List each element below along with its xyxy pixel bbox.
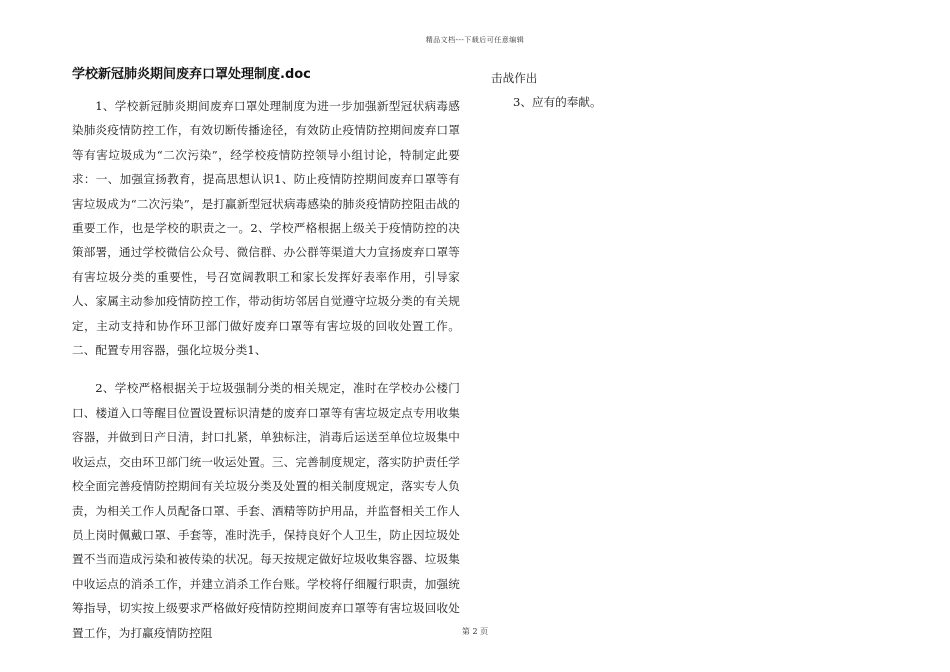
left-column [72,66,460,645]
body-paragraph-1: 1、学校新冠肺炎期间废弃口罩处理制度为进一步加强新型冠状病毒感染肺炎疫情防控工作，有效切断传播途径，有效防止疫情防控期间废弃口罩等有害垃圾成为“二次污染”，经学校疫情防控领导小组讨论，特制定此要求：一、加强宣扬教育，提高思想认识1、防止疫情防控期间废弃口罩等有害垃圾成为“二次污染”，是打赢新型冠状病毒感染的肺炎疫情防控阻击战的重要工作，也是学校的职责之一。2、学校严格根据上级关于疫情防控的决策部署，通过学校微信公众号、微信群、办公群等渠道大力宣扬废弃口罩等有害垃圾分类的重要性，号召宽阔教职工和家长发挥好表率作用，引导家人、家属主动参加疫情防控工作，带动街坊邻居自觉遵守垃圾分类的有关规定，主动支持和协作环卫部门做好废弃口罩等有害垃圾的回收处置工作。二、配置专用容器，强化垃圾分类1、 [72,99,460,358]
right-column-line-1: 击战作出 [491,71,538,85]
document-title: 学校新冠肺炎期间废弃口罩处理制度.doc [72,67,311,82]
right-column-line-2: 3、应有的奉献。 [513,95,602,109]
page-number: 第 2 页 [461,627,489,636]
right-column [491,66,691,114]
page-header: 精品文档---下载后可任意编辑 [425,36,525,44]
body-paragraph-2: 2、学校严格根据关于垃圾强制分类的相关规定，准时在学校办公楼门口、楼道入口等醒目位置设置标识清楚的废弃口罩等有害垃圾定点专用收集容器，并做到日产日清，封口扎紧，单独标注，消毒后运送至单位垃圾集中收运点，交由环卫部门统一收运处置。三、完善制度规定，落实防护责任学校全面完善疫情防控期间有关垃圾分类及处置的相关制度规定，落实专人负责，为相关工作人员配备口罩、手套、酒精等防护用品，并监督相关工作人员上岗时佩戴口罩、手套等，准时洗手，保持良好个人卫生，防止因垃圾处置不当而造成污染和被传染的状况。每天按规定做好垃圾收集容器、垃圾集中收运点的消杀工作，并建立消杀工作台账。学校将仔细履行职责，加强统筹指导，切实按上级要求严格做好疫情防控期间废弃口罩等有害垃圾回收处置工作，为打赢疫情防控阻 [72,381,460,640]
